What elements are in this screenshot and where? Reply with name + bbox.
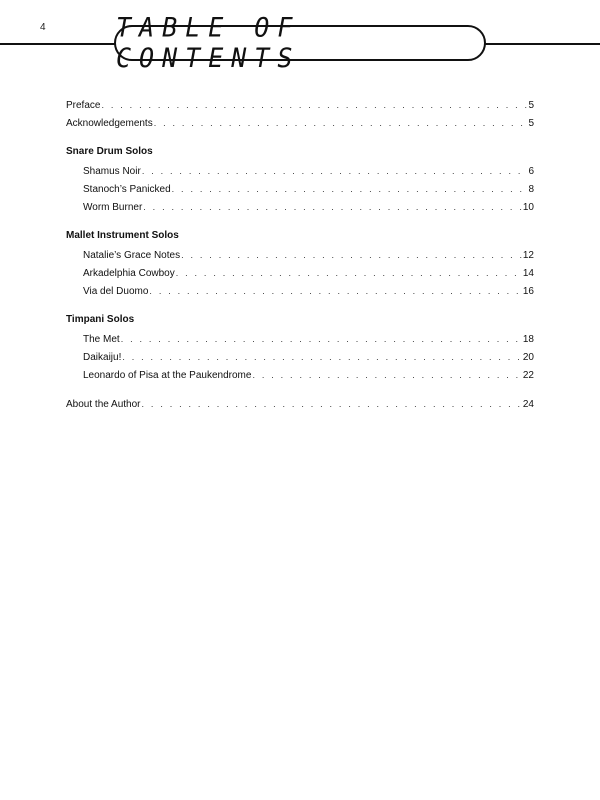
dot-leader xyxy=(149,282,521,300)
table-of-contents xyxy=(66,96,534,413)
toc-section-mallet xyxy=(66,227,534,300)
dot-leader xyxy=(252,366,521,384)
entry-title: Daikaiju! xyxy=(83,352,122,363)
dot-leader xyxy=(176,264,522,282)
toc-entry[interactable] xyxy=(66,348,534,366)
entry-title: Stanoch’s Panicked xyxy=(83,184,171,195)
entry-page: 6 xyxy=(528,166,534,177)
entry-page: 20 xyxy=(522,352,534,363)
dot-leader xyxy=(122,348,522,366)
entry-page: 5 xyxy=(528,118,534,129)
entry-title: Arkadelphia Cowboy xyxy=(83,268,175,279)
page-title: TABLE OF CONTENTS xyxy=(116,12,301,74)
section-heading: Mallet Instrument Solos xyxy=(66,230,179,241)
toc-entry[interactable] xyxy=(66,366,534,384)
section-heading: Timpani Solos xyxy=(66,314,135,325)
section-heading: Snare Drum Solos xyxy=(66,146,153,157)
dot-leader xyxy=(101,96,527,114)
entry-page: 16 xyxy=(522,286,534,297)
dot-leader xyxy=(142,162,528,180)
dot-leader xyxy=(142,395,522,413)
entry-title: Preface xyxy=(66,100,101,111)
toc-entry[interactable] xyxy=(66,282,534,300)
title-banner xyxy=(114,12,486,74)
toc-entry-about-author[interactable] xyxy=(66,395,534,413)
header-rule-right xyxy=(484,43,600,45)
toc-section-snare xyxy=(66,143,534,216)
toc-section-timpani xyxy=(66,311,534,384)
toc-entry-acknowledgements[interactable] xyxy=(66,114,534,132)
entry-title: Worm Burner xyxy=(83,202,143,213)
entry-page: 24 xyxy=(522,399,534,410)
entry-page: 14 xyxy=(522,268,534,279)
entry-page: 5 xyxy=(528,100,534,111)
toc-entry[interactable] xyxy=(66,180,534,198)
toc-entry-preface[interactable] xyxy=(66,96,534,114)
entry-title: Natalie’s Grace Notes xyxy=(83,250,181,261)
toc-entry[interactable] xyxy=(66,198,534,216)
toc-entry[interactable] xyxy=(66,246,534,264)
page-number: 4 xyxy=(40,22,46,33)
entry-title: Shamus Noir xyxy=(83,166,141,177)
dot-leader xyxy=(172,180,528,198)
entry-page: 22 xyxy=(522,370,534,381)
dot-leader xyxy=(154,114,528,132)
toc-entry[interactable] xyxy=(66,264,534,282)
entry-page: 8 xyxy=(528,184,534,195)
entry-title: Via del Duomo xyxy=(83,286,149,297)
entry-title: Acknowledgements xyxy=(66,118,153,129)
entry-title: About the Author xyxy=(66,399,141,410)
entry-title: The Met xyxy=(83,334,120,345)
toc-entry[interactable] xyxy=(66,330,534,348)
entry-title: Leonardo of Pisa at the Paukendrome xyxy=(83,370,252,381)
header-rule-left xyxy=(0,43,116,45)
dot-leader xyxy=(121,330,522,348)
toc-entry[interactable] xyxy=(66,162,534,180)
entry-page: 10 xyxy=(522,202,534,213)
dot-leader xyxy=(181,246,522,264)
entry-page: 12 xyxy=(522,250,534,261)
dot-leader xyxy=(143,198,522,216)
entry-page: 18 xyxy=(522,334,534,345)
